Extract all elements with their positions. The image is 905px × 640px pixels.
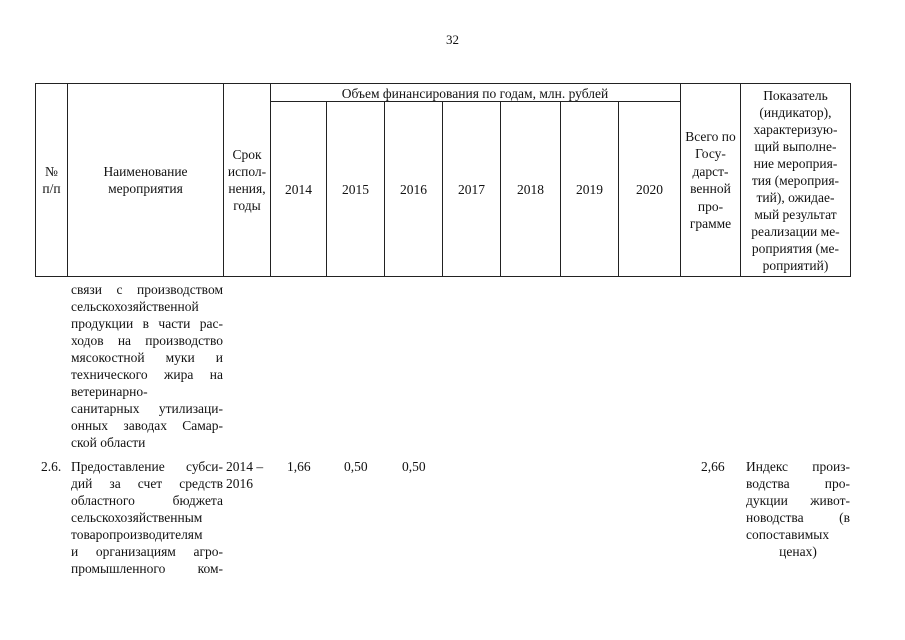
header-year-2020: 2020 (636, 181, 663, 197)
text-line: дукции живот- (746, 493, 850, 508)
text-line: онных заводах Самар- (71, 418, 223, 433)
text-line: ценах) (779, 544, 817, 559)
header-year-2018: 2018 (517, 181, 544, 197)
col-border (850, 83, 851, 277)
value-2014: 1,66 (287, 459, 311, 474)
text-line: связи с производством (71, 282, 223, 297)
text-line: продукции в части рас- (71, 316, 223, 331)
header-year-2014: 2014 (285, 181, 312, 197)
text-line: мясокостной муки и (71, 350, 223, 365)
text-line: санитарных утилизаци- (71, 401, 223, 416)
text-line: 2016 (226, 476, 253, 491)
text-line: технического жира на (71, 367, 223, 382)
header-col-name: Наименование мероприятия (103, 164, 188, 196)
text-line: водства про- (746, 476, 850, 491)
text-line: дий за счет средств (71, 476, 223, 491)
value-2016: 0,50 (402, 459, 426, 474)
text-line: сельскохозяйственной (71, 299, 199, 314)
header-year-2017: 2017 (458, 181, 485, 197)
header-year-2016: 2016 (400, 181, 427, 197)
header-col-number: № п/п (42, 164, 61, 196)
text-line: ходов на производство (71, 333, 223, 348)
value-2015: 0,50 (344, 459, 368, 474)
text-line: областного бюджета (71, 493, 223, 508)
text-line: сельскохозяйственным (71, 510, 203, 525)
row-term (226, 458, 263, 492)
header-funding-title: Объем финансирования по годам, млн. рублей (341, 86, 609, 101)
text-line: 2014 – (226, 459, 264, 474)
header-year-2015: 2015 (342, 181, 369, 197)
text-line: промышленного ком- (71, 561, 223, 576)
value-total: 2,66 (701, 459, 725, 474)
row-number: 2.6. (41, 459, 62, 474)
page-number: 32 (446, 32, 459, 47)
row-name (71, 458, 223, 577)
header-col-indicator: Показатель (индикатор), характеризую- щий выполне- ние мероприя- тия (мероприя- тий), ожидае- мый результат реализации ме- роприятия (ме- роприятий) (751, 87, 840, 273)
text-line: ской области (71, 435, 146, 450)
text-line: новодства (в (746, 510, 850, 525)
text-line: Индекс произ- (746, 459, 850, 474)
text-line: товаропроизводителям (71, 527, 203, 542)
text-line: ветеринарно- (71, 384, 148, 399)
row-indicator (746, 458, 850, 560)
header-year-2019: 2019 (576, 181, 603, 197)
text-line: Предоставление субси- (71, 459, 223, 474)
continuation-text (71, 281, 223, 451)
text-line: сопоставимых (746, 527, 830, 542)
text-line: и организациям агро- (71, 544, 223, 559)
header-col-term: Срок испол- нения, годы (227, 147, 267, 213)
header-col-total: Всего по Госу- дарст- венной про- грамме (685, 128, 736, 231)
